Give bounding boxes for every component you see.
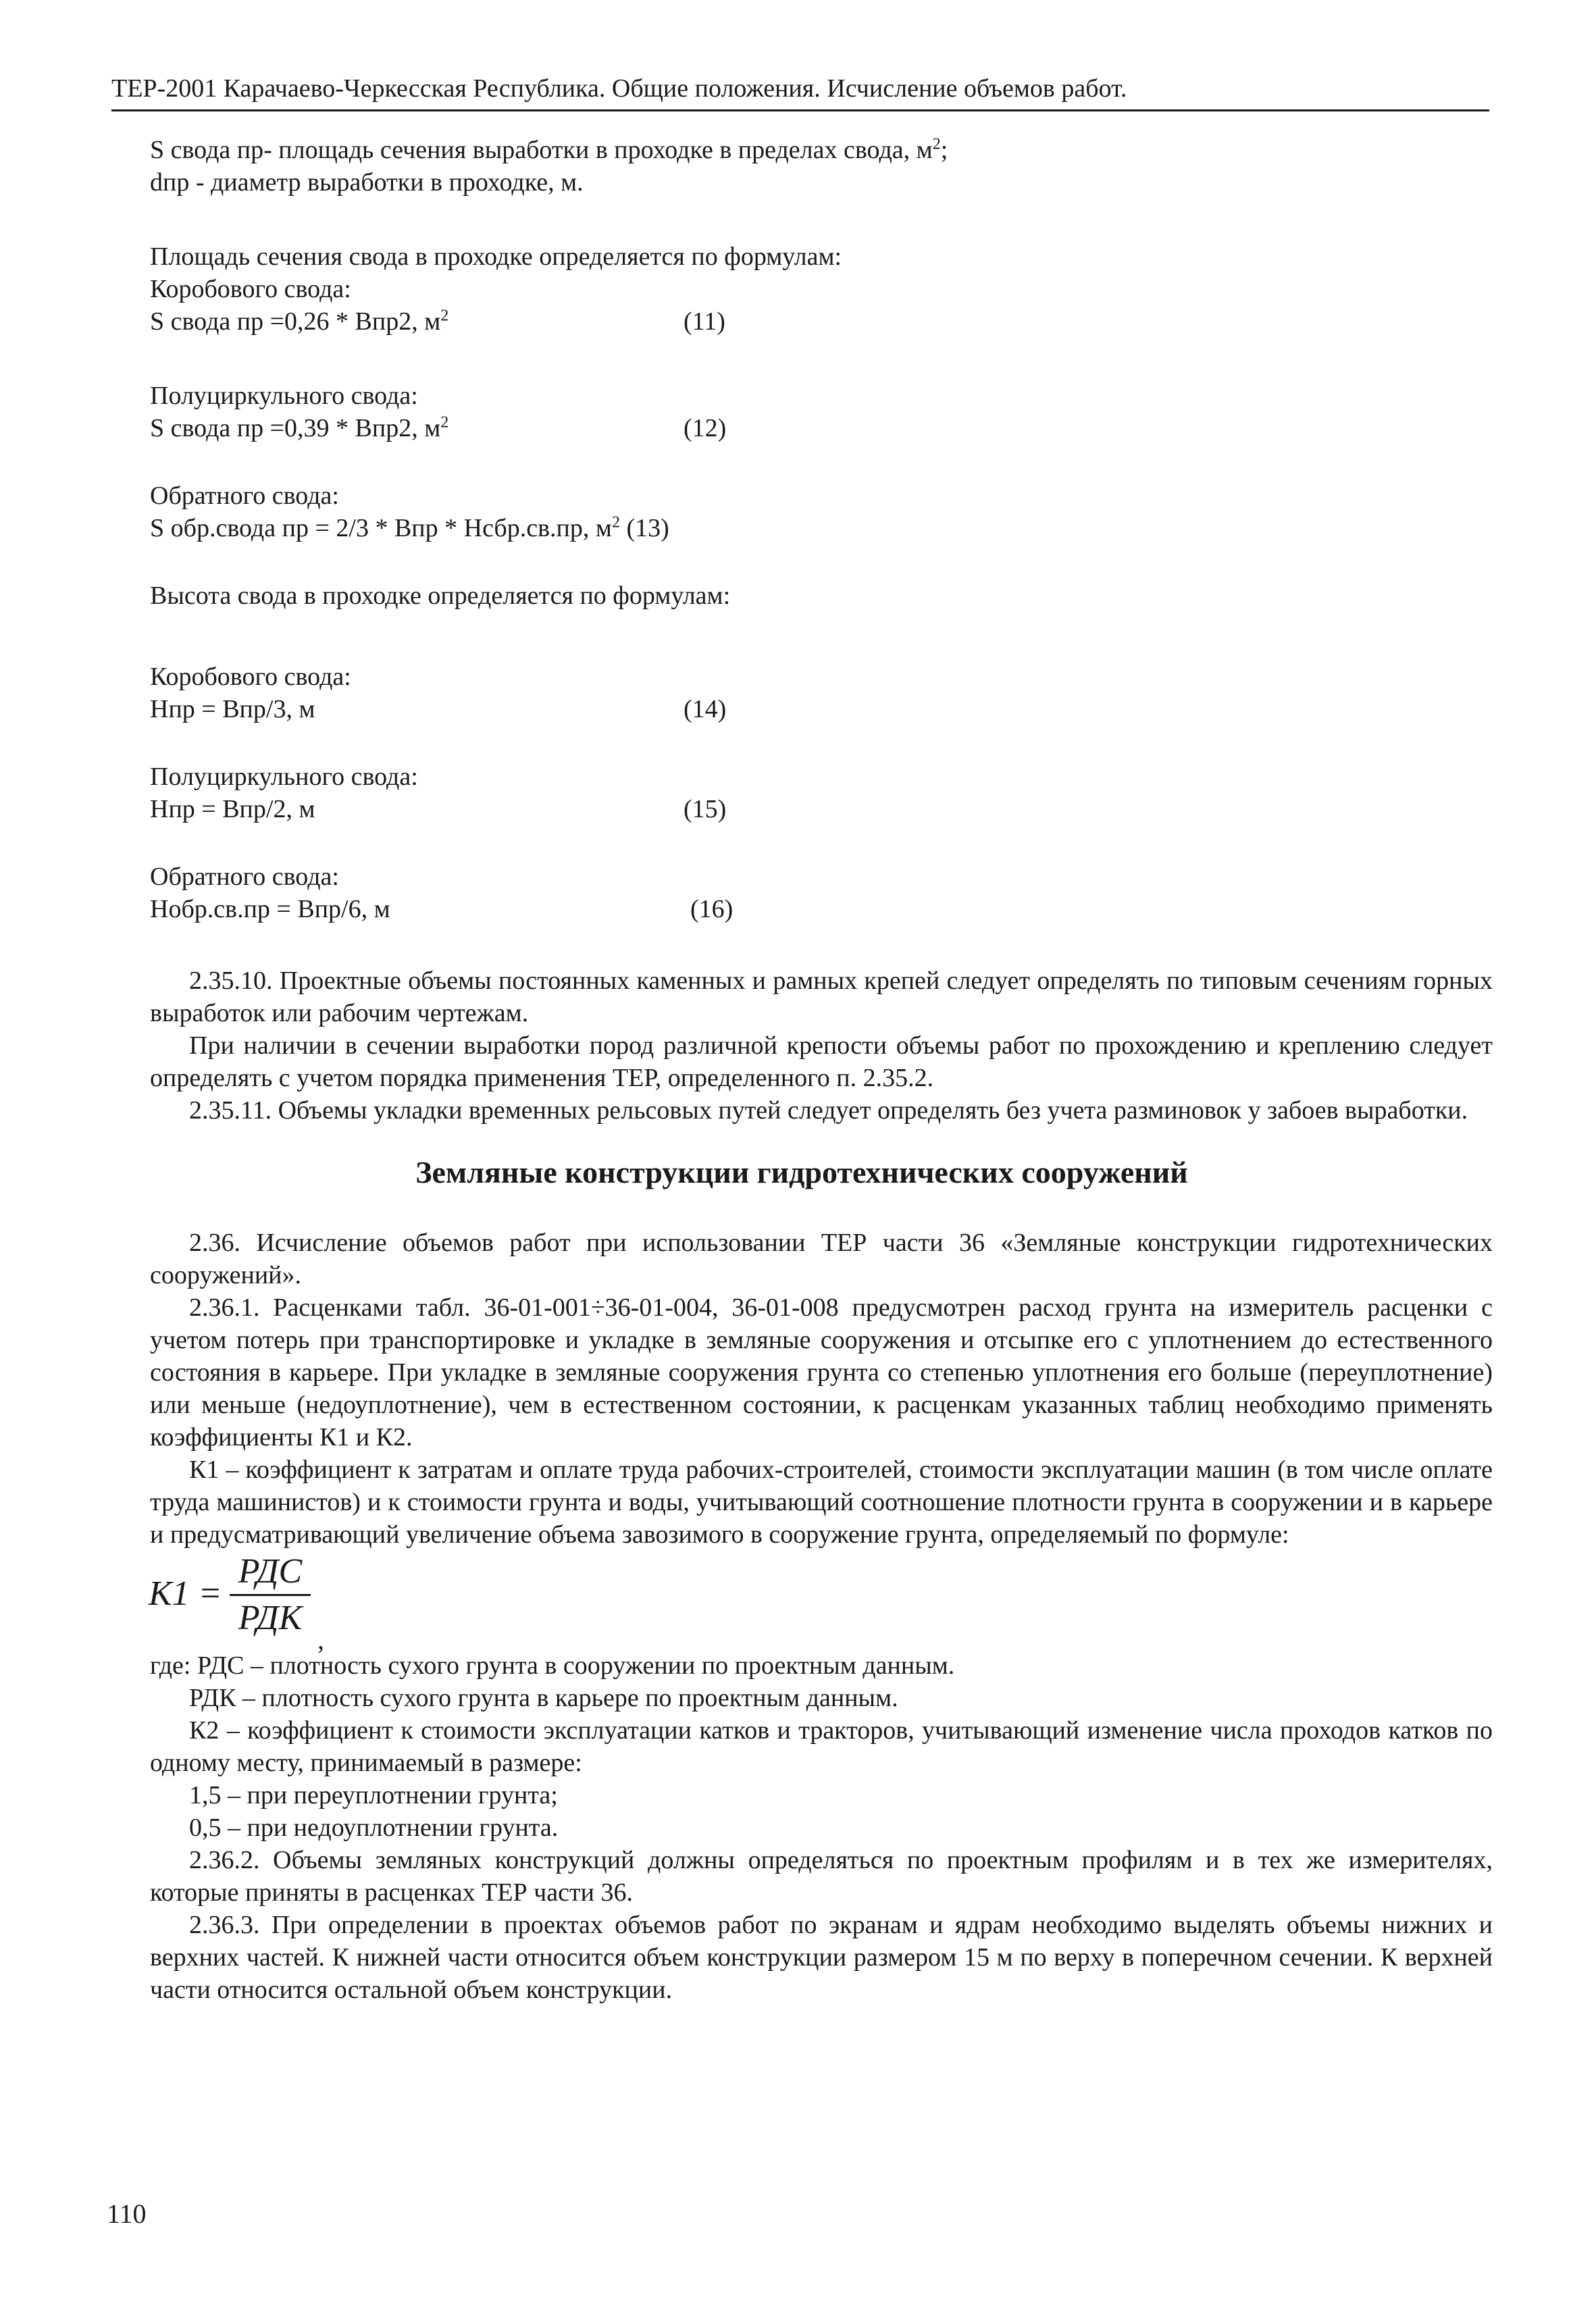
formula-15-number: (15) — [684, 795, 727, 823]
formula-k1-numerator: РДС — [238, 1552, 303, 1591]
paragraph-2-36: 2.36. Исчисление объемов работ при использовании ТЕР части 36 «Земляные конструкции гидротехнических сооружений». — [150, 1229, 1493, 1289]
paragraph-rock: При наличии в сечении выработки пород различной крепости объемы работ по прохождению и креплению следует определять с учетом порядка применения ТЕР, определенного п. 2.35.2. — [150, 1031, 1493, 1092]
formula-15-expression: Нпр = Впр/2, м — [150, 795, 315, 823]
formula-12-number: (12) — [684, 414, 727, 442]
formula-16-expression: Нобр.св.пр = Впр/6, м — [150, 895, 390, 923]
running-title: ТЕР-2001 Карачаево-Черкесская Республика. Общие положения. Исчисление объемов работ. — [111, 74, 1127, 103]
running-header — [111, 73, 1489, 111]
paragraph-2-36-3: 2.36.3. При определении в проектах объемов работ по экранам и ядрам необходимо выделять объемы нижних и верхних частей. К нижней части относится объем конструкции размером 15 м по верху в поперечном сечении. К верхней части относится остальной объем конструкции. — [150, 1911, 1493, 2004]
formula-12-expression: S свода пр =0,39 * Впр2, $м^2$ — [150, 413, 449, 442]
formula-k1-denominator: РДК — [238, 1599, 303, 1637]
formula-16 — [150, 893, 1493, 925]
formula-k1-lhs: К1 = — [149, 1574, 222, 1613]
formula-16-number: (16) — [690, 895, 733, 923]
formula-14-expression: Нпр = Впр/3, м — [150, 695, 315, 723]
height-intro: Высота свода в проходке определяется по формулам: — [150, 582, 731, 610]
definition-s-svoda: S свода пр- площадь сечения выработки в проходке в пределах свода, $м^2$; — [150, 135, 948, 164]
formula-15 — [150, 793, 1493, 825]
area-semi-label: Полуциркульного свода: — [150, 382, 418, 410]
area-box-label: Коробового свода: — [150, 275, 351, 303]
paragraph-2-35-11: 2.35.11. Объемы укладки временных рельсовых путей следует определять без учета разминовок у забоев выработки. — [189, 1096, 1468, 1125]
paragraph-k2: К2 – коэффициент к стоимости эксплуатации катков и тракторов, учитывающий изменение числа проходов катков по одному месту, принимаемый в размере: — [150, 1716, 1493, 1777]
formula-k1 — [143, 1551, 1493, 1655]
k2-overcompaction: 1,5 – при переуплотнении грунта; — [189, 1781, 558, 1809]
definition-d-pr: dпр - диаметр выработки в проходке, м. — [150, 168, 584, 197]
area-inverse-label: Обратного свода: — [150, 482, 339, 510]
formula-k1-fraction — [230, 1551, 311, 1639]
fraction-bar — [230, 1594, 311, 1596]
height-inverse-label: Обратного свода: — [150, 863, 339, 891]
formula-13-number: (13) — [626, 514, 669, 542]
section-title: Земляные конструкции гидротехнических сооружений — [415, 1155, 1188, 1189]
formula-14 — [150, 693, 1493, 725]
definition-rds: где: РДС – плотность сухого грунта в сооружении по проектным данным. — [150, 1651, 955, 1680]
page-number: 110 — [107, 2199, 147, 2229]
definition-rdk: РДК – плотность сухого грунта в карьере по проектным данным. — [189, 1684, 898, 1712]
formula-12 — [150, 412, 1493, 444]
height-box-label: Коробового свода: — [150, 663, 351, 691]
formula-11-number: (11) — [684, 307, 725, 336]
formula-13-expression: S обр.свода пр = 2/3 * Впр * Нсбр.св.пр, $м^2$ (13) — [150, 513, 669, 542]
k2-undercompaction: 0,5 – при недоуплотнении грунта. — [189, 1814, 559, 1842]
formula-k1-comma: , — [317, 1624, 324, 1655]
formula-14-number: (14) — [684, 695, 727, 723]
height-semi-label: Полуциркульного свода: — [150, 763, 418, 791]
formula-11-expression: S свода пр =0,26 * Впр2, $м^2$ — [150, 307, 449, 336]
paragraph-2-36-1: 2.36.1. Расценками табл. 36-01-001÷36-01-004, 36-01-008 предусмотрен расход грунта на измеритель расценки с учетом потерь при транспортировке и укладке в земляные сооружения и отсыпке его с уплотнением до естественного состояния в карьере. При укладке в земляные сооружения грунта со степенью уплотнения его больше (переуплотнение) или меньше (недоуплотнение), чем в естественном состоянии, к расценкам указанных таблиц необходимо применять коэффициенты К1 и К2. — [150, 1293, 1493, 1451]
paragraph-2-36-2: 2.36.2. Объемы земляных конструкций должны определяться по проектным профилям и в тех же измерителях, которые приняты в расценках ТЕР части 36. — [150, 1846, 1493, 1907]
paragraph-k1: К1 – коэффициент к затратам и оплате труда рабочих-строителей, стоимости эксплуатации машин (в том числе оплате труда машинистов) и к стоимости грунта и воды, учитывающий соотношение плотности грунта в сооружении и в карьере и предусматривающий увеличение объема завозимого в сооружение грунта, определяемый по формуле: — [150, 1456, 1493, 1549]
formula-11 — [150, 305, 1493, 338]
formula-13 — [150, 512, 1493, 544]
paragraph-2-35-10: 2.35.10. Проектные объемы постоянных каменных и рамных крепей следует определять по типовым сечениям горных выработок или рабочим чертежам. — [150, 967, 1493, 1027]
page-content — [150, 134, 1493, 2006]
area-intro: Площадь сечения свода в проходке определяется по формулам: — [150, 242, 842, 271]
